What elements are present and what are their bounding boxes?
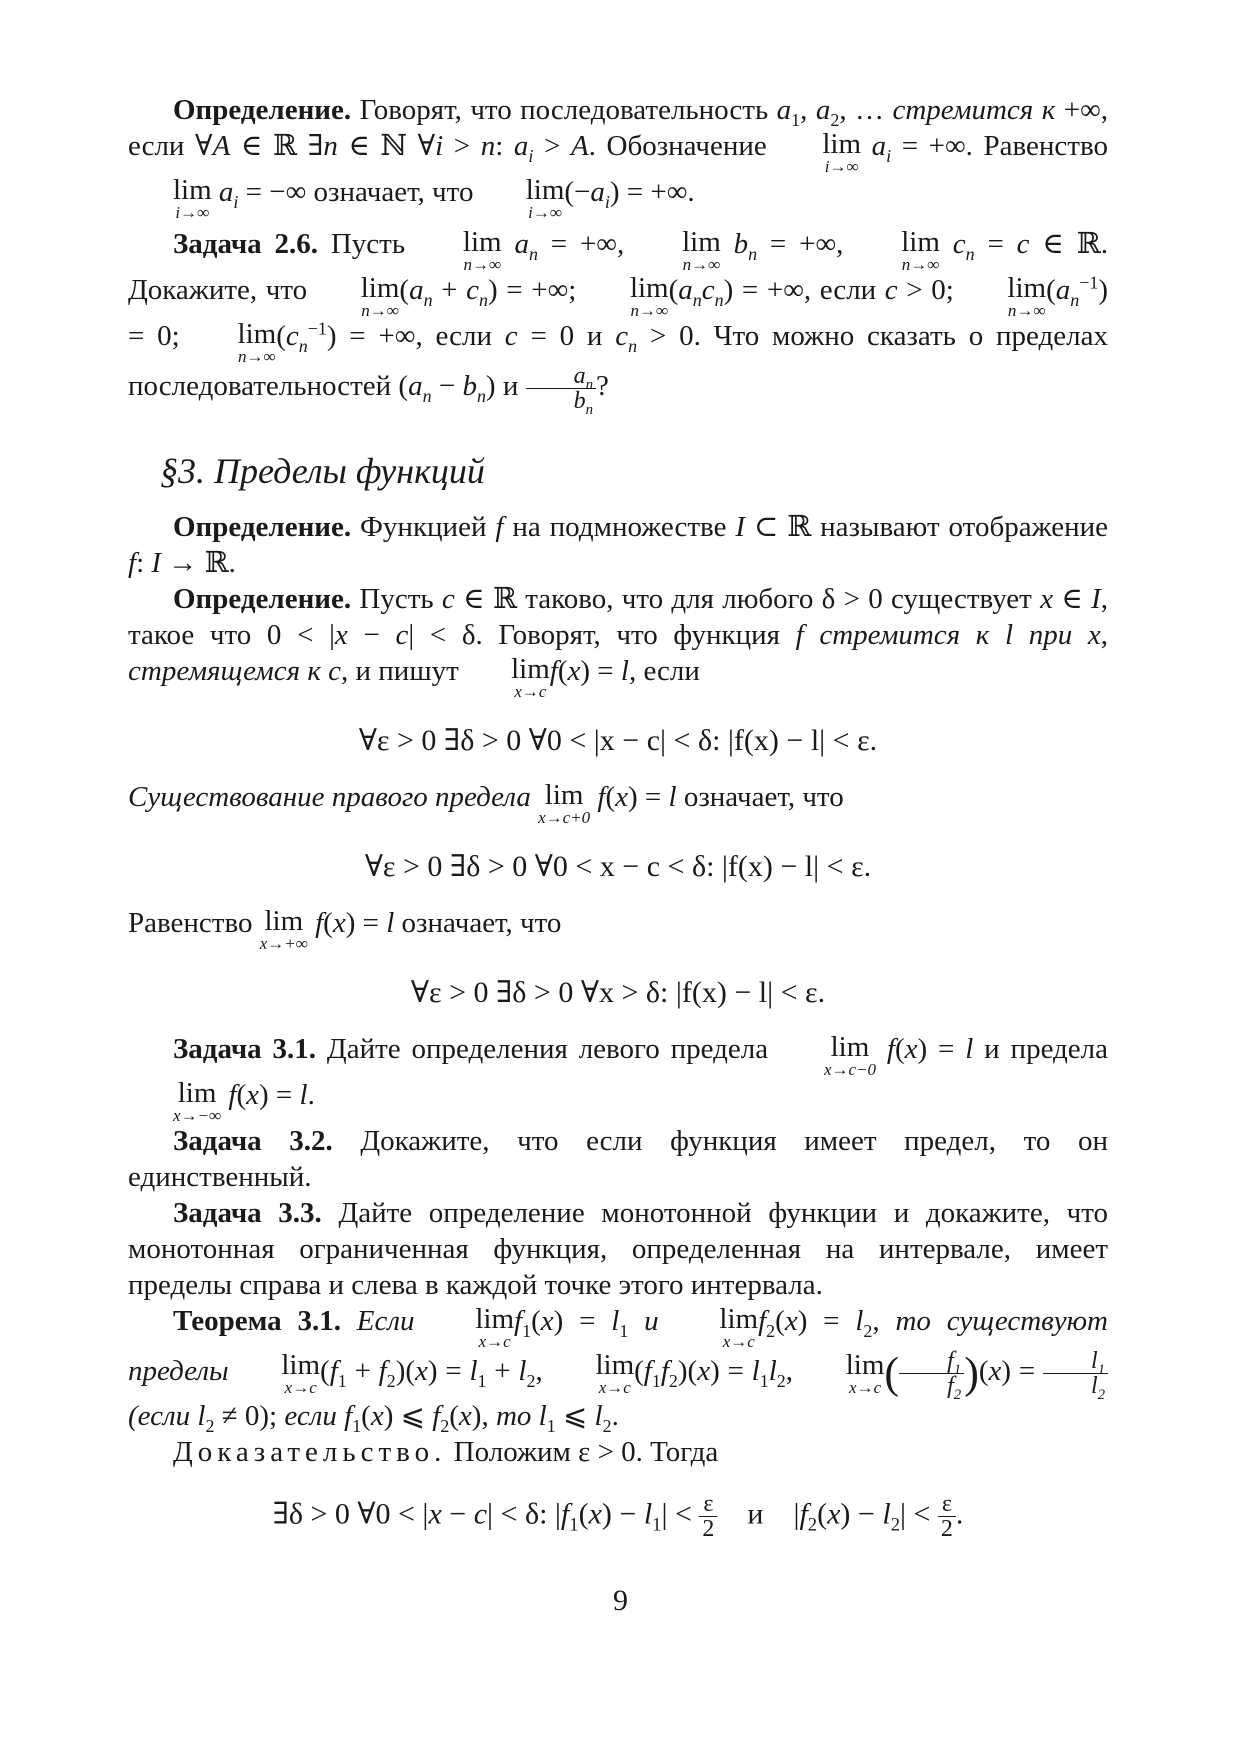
section-title: §3. Пределы функций [160, 451, 485, 491]
formula-right-limit: ∀ε > 0 ∃δ > 0 ∀0 < x − c < δ: |f(x) − l| < ε. [364, 850, 872, 883]
page-number: 9 [613, 1584, 628, 1617]
definition-heading: Определение. [173, 583, 352, 615]
page-content [128, 92, 1108, 1559]
definition-sequence-infinity: Определение. Говорят, что последовательность $a_1$, $a_2$, … стремится к +∞, если ∀A ∈ ℝ ∃n ∈ ℕ ∀i > n: $a_i > A$. Обозначение lim i→∞ $a_i$ = +∞. Равенство lim i→∞ $a_i$ = −∞ означает, что lim i→∞ $(-a_i)$ = +∞. [128, 94, 1109, 222]
definition-heading: Определение. [173, 94, 352, 126]
infinity-limit-definition: Равенство lim x→+∞ f(x) = l означает, что [128, 905, 562, 953]
task-3-2: Задача 3.2. Докажите, что если функция имеет предел, то он единственный. [128, 1125, 1109, 1193]
formula-proof: ∃δ > 0 ∀0 < |x − c| < δ: $|f_1(x) - l_1|$ < $\frac{\varepsilon}{2}$ и $|f_2(x) - l_2|$ < $\frac{\varepsilon}{2}$ . [272, 1491, 964, 1542]
right-limit-definition: Существование правого предела lim x→c+0 f(x) = l означает, что [128, 779, 844, 827]
proof-start: Доказательство. Положим ε > 0. Тогда [173, 1436, 719, 1468]
task-3-1: Задача 3.1. Дайте определения левого предела lim x→c−0 f(x) = l и предела lim x→−∞ f(x) = l. [173, 1031, 1109, 1125]
task-heading: Задача 3.2. [173, 1125, 333, 1157]
task-heading: Задача 3.1. [173, 1033, 317, 1065]
formula-limit-definition: ∀ε > 0 ∃δ > 0 ∀0 < |x − c| < δ: |f(x) − l| < ε. [358, 724, 878, 757]
theorem-3-1: Теорема 3.1. Если lim x→c $f_1(x) = l_1$ и lim x→c $f_2(x) = l_2$, то существуют пределы lim x→c $(f_1 + f_2)(x) = l_1 + l_2$, lim x→c $(f_1f_2)(x) = l_1l_2$, lim x→c ( $\frac{f_1}{f_2}$ )(x) = $\frac{l_1}{l_2}$ (если $l_2 \ne 0$); если $f_1(x)$ ⩽ $f_2(x)$, то $l_1$ ⩽ $l_2$. [128, 1303, 1109, 1436]
task-2-6: Задача 2.6. Пусть lim n→∞ $a_n$ = +∞, lim n→∞ $b_n$ = +∞, lim n→∞ $c_n = c$ ∈ ℝ. Докажите, что lim n→∞ $(a_n + c_n)$ = +∞; lim n→∞ $(a_nc_n)$ = +∞, если c > 0; lim n→∞ $(a_n^{-1}) = 0$; lim n→∞ $(c_n^{-1})$ = +∞, если c = 0 и $c_n > 0$. Что можно сказать о пределах последовательностей $(a_n - b_n)$ и $\frac{a_n}{b_n}$ ? [128, 226, 1109, 418]
definition-heading: Определение. [173, 511, 352, 543]
theorem-heading: Теорема 3.1. [173, 1305, 341, 1337]
proof-heading: Доказательство. [173, 1436, 447, 1468]
definition-function: Определение. Функцией f на подмножестве I ⊂ ℝ называют отображение f: I → ℝ. [128, 511, 1109, 579]
formula-infinity-limit: ∀ε > 0 ∃δ > 0 ∀x > δ: |f(x) − l| < ε. [410, 976, 826, 1009]
task-heading: Задача 2.6. [173, 228, 319, 260]
task-3-3: Задача 3.3. Дайте определение монотонной функции и докажите, что монотонная ограниченная функция, определенная на интервале, имеет пределы справа и слева в каждой точке этого интервала. [128, 1197, 1108, 1301]
definition-function-limit: Определение. Пусть c ∈ ℝ таково, что для любого δ > 0 существует x ∈ I, такое что 0 < |x − c| < δ. Говорят, что функция f стремится к l при x, стремящемся к c, и пишут lim x→c f(x) = l, если [128, 583, 1109, 701]
task-heading: Задача 3.3. [173, 1197, 322, 1229]
